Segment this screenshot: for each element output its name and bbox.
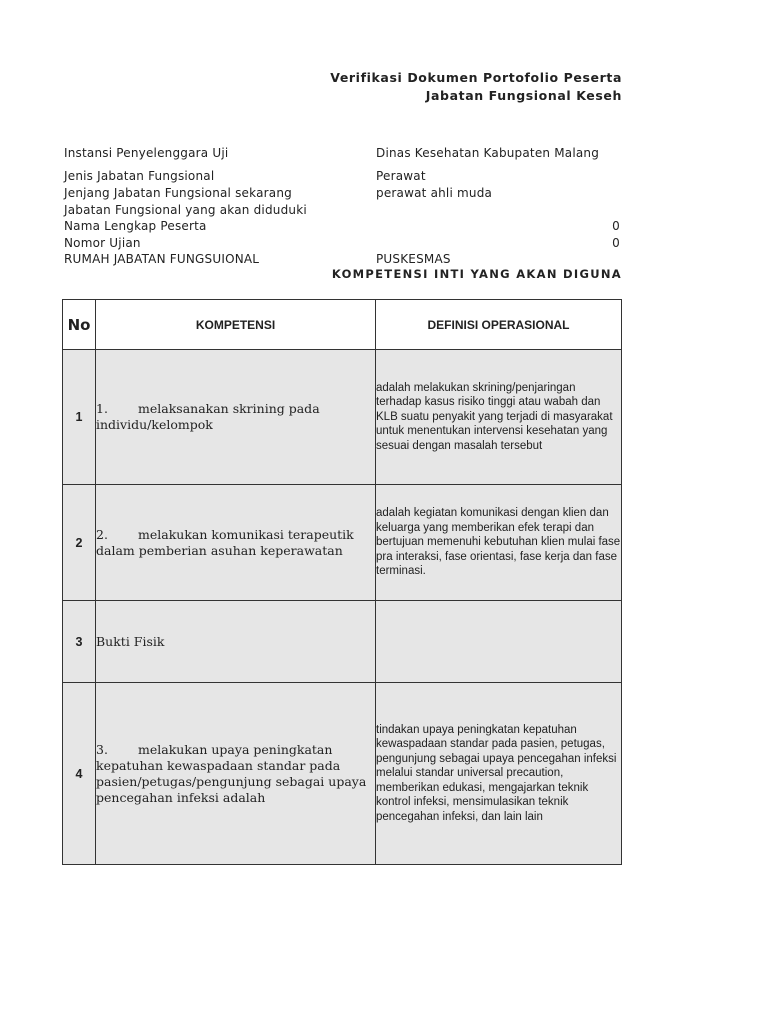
kompetensi-cell [96, 601, 376, 683]
row-number: 2 [63, 485, 96, 601]
header-definisi: DEFINISI OPERASIONAL [376, 300, 622, 350]
instansi-label: Instansi Penyelenggara Uji [64, 146, 229, 160]
kompetensi-cell [96, 350, 376, 485]
row-number: 4 [63, 683, 96, 865]
kompetensi-cell [96, 683, 376, 865]
info-row-jenjang [64, 186, 620, 202]
kompetensi-cell [96, 485, 376, 601]
row-number: 3 [63, 601, 96, 683]
rumah-label: RUMAH JABATAN FUNGSUIONAL [64, 252, 260, 266]
nomor-value: 0 [612, 236, 620, 250]
header-no: No [63, 300, 96, 350]
kompetensi-text: melakukan upaya peningkatan kepatuhan kewaspadaan standar pada pasien/petugas/pengunjung sebagai upaya pencegahan infeksi adalah [96, 741, 367, 805]
info-row-instansi [64, 146, 620, 162]
kompetensi-number: 1. [96, 401, 108, 416]
competency-table [62, 299, 622, 865]
header-kompetensi: KOMPETENSI [96, 300, 376, 350]
rumah-value: PUSKESMAS [376, 252, 451, 266]
kompetensi-number: 2. [96, 526, 108, 542]
row-number: 1 [63, 350, 96, 485]
nama-label: Nama Lengkap Peserta [64, 219, 207, 233]
jenjang-label: Jenjang Jabatan Fungsional sekarang [64, 186, 292, 200]
kompetensi-number: 3. [96, 741, 108, 757]
definisi-cell [376, 601, 622, 683]
definisi-cell: adalah melakukan skrining/penjaringan terhadap kasus risiko tinggi atau wabah dan KLB suatu penyakit yang terjadi di masyarakat untuk menentukan intervensi kesehatan yang sesuai dengan masalah tersebut [376, 350, 622, 485]
definisi-cell: adalah kegiatan komunikasi dengan klien dan keluarga yang memberikan efek terapi dan bertujuan memenuhi kebutuhan klien mulai fase pra interaksi, fase orientasi, fase kerja dan fase terminasi. [376, 485, 622, 601]
nomor-label: Nomor Ujian [64, 236, 141, 250]
nama-value: 0 [612, 219, 620, 233]
instansi-value: Dinas Kesehatan Kabupaten Malang [376, 146, 600, 160]
kompetensi-text: Bukti Fisik [96, 633, 165, 649]
section-heading: KOMPETENSI INTI YANG AKAN DIGUNA [331, 267, 622, 281]
table-row [63, 683, 622, 865]
kompetensi-text: melakukan komunikasi terapeutik dalam pemberian asuhan keperawatan [96, 526, 354, 558]
jenis-value: Perawat [376, 169, 426, 183]
table-row [63, 350, 622, 485]
kompetensi-text: melaksanakan skrining pada individu/kelompok [96, 401, 320, 432]
info-row-nomor [64, 236, 620, 252]
jenjang-value: perawat ahli muda [376, 186, 493, 200]
info-row-jabatan [64, 203, 620, 219]
jabatan-label: Jabatan Fungsional yang akan diduduki [64, 203, 307, 217]
table-header-row [63, 300, 622, 350]
table-row [63, 485, 622, 601]
definisi-cell: tindakan upaya peningkatan kepatuhan kewaspadaan standar pada pasien, petugas, pengunjung sebagai upaya pencegahan infeksi melalui standar universal precaution, memberikan edukasi, mengajarkan teknik kontrol infeksi, mensimulasikan teknik pencegahan infeksi, dan lain lain [376, 683, 622, 865]
info-row-jenis [64, 169, 620, 185]
document-title-line-1: Verifikasi Dokumen Portofolio Peserta [330, 70, 622, 85]
document-title-line-2: Jabatan Fungsional Keseh [425, 88, 622, 103]
info-row-rumah [64, 252, 620, 268]
table-row [63, 601, 622, 683]
jenis-label: Jenis Jabatan Fungsional [64, 169, 215, 183]
info-row-nama [64, 219, 620, 235]
